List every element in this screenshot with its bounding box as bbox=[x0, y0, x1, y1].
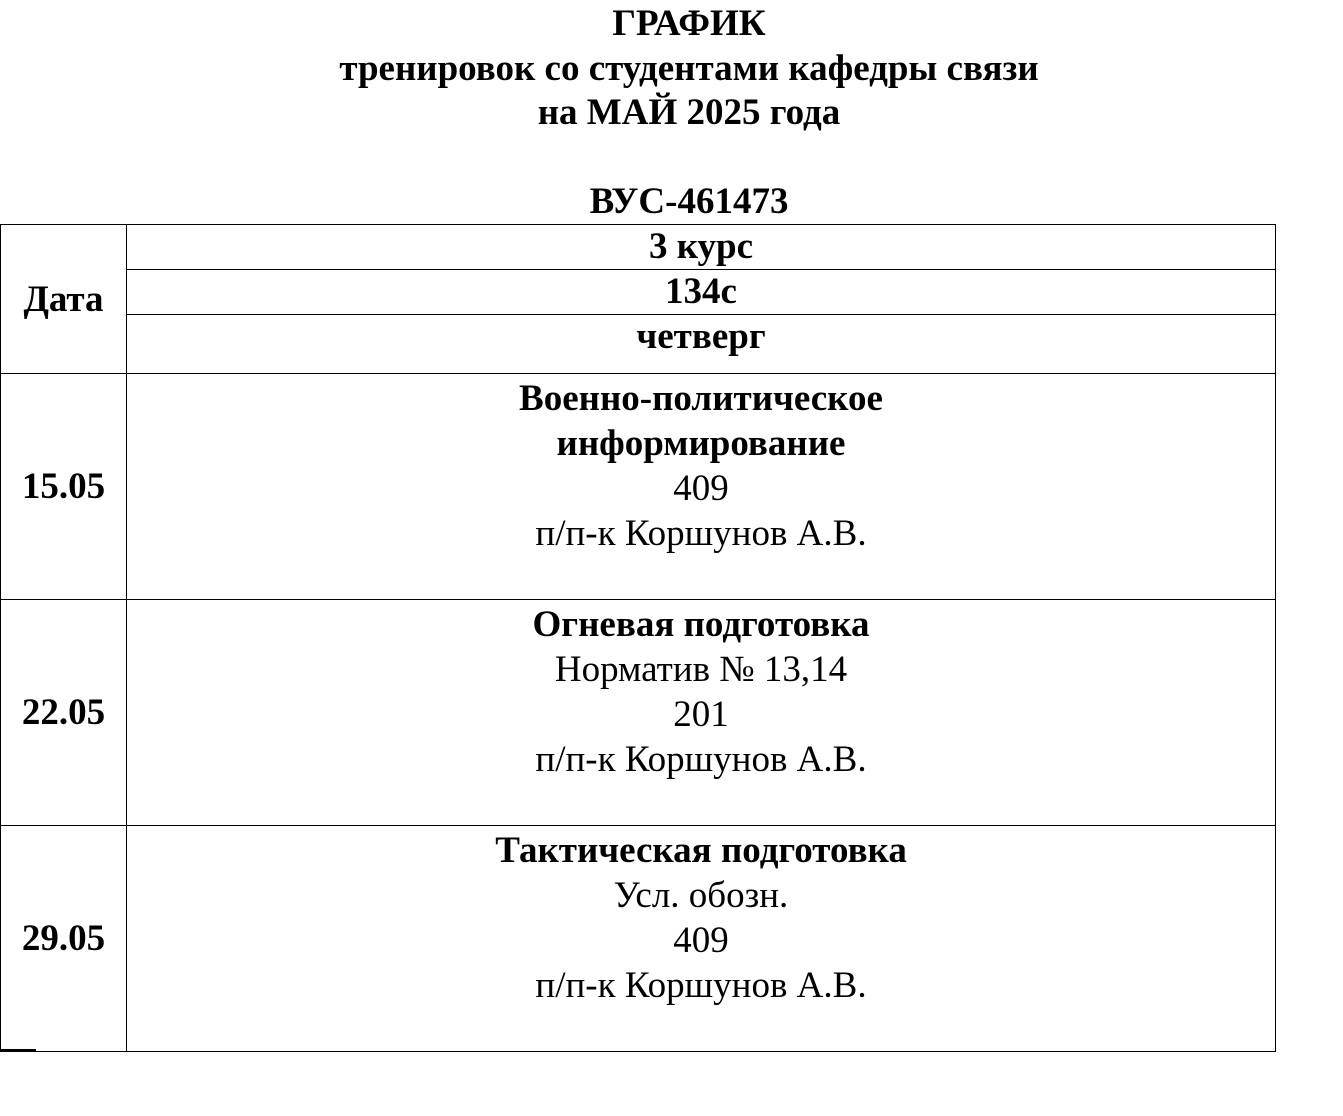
date-column-header: Дата bbox=[1, 225, 127, 374]
instructor-name: п/п-к Коршунов А.В. bbox=[535, 965, 867, 1006]
instructor-name: п/п-к Коршунов А.В. bbox=[535, 739, 867, 780]
room-number: 409 bbox=[673, 920, 729, 961]
group-header: 134с bbox=[127, 270, 1276, 315]
topic-line: Усл. обозн. bbox=[613, 875, 789, 916]
specialty-code: ВУС-461473 bbox=[589, 181, 789, 222]
course-header: 3 курс bbox=[127, 225, 1276, 270]
document-subtitle: тренировок со студентами кафедры связи bbox=[339, 48, 1039, 89]
subject-line: Военно-политическое bbox=[519, 378, 883, 419]
room-number: 201 bbox=[673, 694, 729, 735]
table-row bbox=[1, 374, 1276, 600]
document-title: ГРАФИК bbox=[612, 3, 766, 44]
topic-line: Норматив № 13,14 bbox=[554, 649, 848, 690]
room-number: 409 bbox=[673, 468, 729, 509]
header-row-group bbox=[1, 270, 1276, 315]
header-row-weekday bbox=[1, 315, 1276, 374]
date-cell: 22.05 bbox=[1, 600, 127, 826]
schedule-table bbox=[0, 224, 1276, 1052]
subject-line: информирование bbox=[556, 423, 846, 464]
session-cell bbox=[127, 374, 1276, 600]
table-row bbox=[1, 826, 1276, 1052]
date-cell: 15.05 bbox=[1, 374, 127, 600]
date-cell: 29.05 bbox=[1, 826, 127, 1052]
header-row-course bbox=[1, 225, 1276, 270]
session-cell bbox=[127, 826, 1276, 1052]
weekday-header: четверг bbox=[127, 315, 1276, 374]
session-cell bbox=[127, 600, 1276, 826]
subject-line: Тактическая подготовка bbox=[495, 830, 907, 871]
subject-line: Огневая подготовка bbox=[532, 604, 870, 645]
document-period: на МАЙ 2025 года bbox=[537, 92, 841, 133]
instructor-name: п/п-к Коршунов А.В. bbox=[535, 513, 867, 554]
table-bottom-rule bbox=[0, 1049, 36, 1051]
table-row bbox=[1, 600, 1276, 826]
